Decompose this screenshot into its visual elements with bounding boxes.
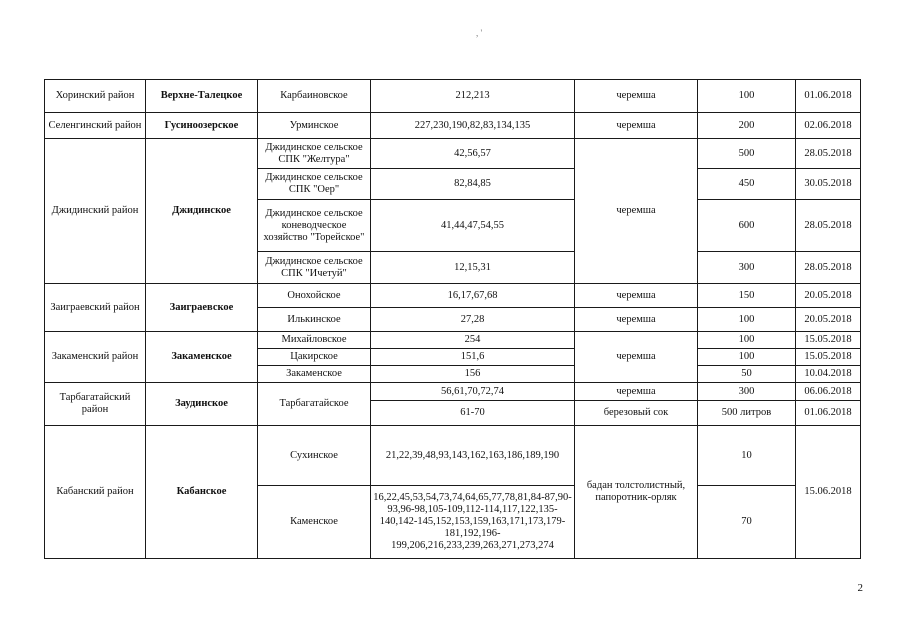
quarters-cell: 151,6	[371, 349, 575, 366]
date-cell: 20.05.2018	[796, 284, 861, 308]
quarters-cell: 254	[371, 332, 575, 349]
scan-mark: , '	[476, 28, 483, 38]
sub-forestry-cell: Онохойское	[258, 284, 371, 308]
volume-cell: 10	[698, 426, 796, 486]
resource-cell: черемша	[575, 308, 698, 332]
district-cell: Заиграевский район	[45, 284, 146, 332]
date-cell: 06.06.2018	[796, 383, 861, 401]
harvest-table	[44, 79, 861, 559]
date-cell: 28.05.2018	[796, 200, 861, 252]
district-cell: Закаменский район	[45, 332, 146, 383]
volume-cell: 100	[698, 308, 796, 332]
sub-forestry-cell: Джидинское сельское коневодческое хозяйство "Торейское"	[258, 200, 371, 252]
sub-forestry-cell: Каменское	[258, 486, 371, 559]
district-cell: Джидинский район	[45, 139, 146, 284]
date-cell: 15.06.2018	[796, 426, 861, 559]
sub-forestry-cell: Карбаиновское	[258, 80, 371, 113]
resource-cell: черемша	[575, 383, 698, 401]
date-cell: 15.05.2018	[796, 349, 861, 366]
volume-cell: 500 литров	[698, 401, 796, 426]
quarters-cell: 82,84,85	[371, 169, 575, 200]
district-cell: Кабанский район	[45, 426, 146, 559]
table-row	[45, 80, 861, 113]
forestry-cell: Закаменское	[146, 332, 258, 383]
volume-cell: 50	[698, 366, 796, 383]
quarters-cell: 21,22,39,48,93,143,162,163,186,189,190	[371, 426, 575, 486]
forestry-cell: Джидинское	[146, 139, 258, 284]
resource-cell: березовый сок	[575, 401, 698, 426]
quarters-cell: 61-70	[371, 401, 575, 426]
date-cell: 15.05.2018	[796, 332, 861, 349]
date-cell: 02.06.2018	[796, 113, 861, 139]
sub-forestry-cell: Джидинское сельское СПК "Оер"	[258, 169, 371, 200]
sub-forestry-cell: Джидинское сельское СПК "Ичетуй"	[258, 252, 371, 284]
forestry-cell: Гусиноозерское	[146, 113, 258, 139]
table-row	[45, 113, 861, 139]
date-cell: 28.05.2018	[796, 252, 861, 284]
volume-cell: 600	[698, 200, 796, 252]
sub-forestry-cell: Михайловское	[258, 332, 371, 349]
resource-cell: черемша	[575, 139, 698, 284]
sub-forestry-cell: Цакирское	[258, 349, 371, 366]
quarters-cell: 12,15,31	[371, 252, 575, 284]
quarters-cell: 42,56,57	[371, 139, 575, 169]
sub-forestry-cell: Урминское	[258, 113, 371, 139]
quarters-cell: 227,230,190,82,83,134,135	[371, 113, 575, 139]
quarters-cell: 56,61,70,72,74	[371, 383, 575, 401]
quarters-cell: 16,17,67,68	[371, 284, 575, 308]
volume-cell: 300	[698, 252, 796, 284]
table-row	[45, 284, 861, 308]
sub-forestry-cell: Джидинское сельское СПК "Желтура"	[258, 139, 371, 169]
volume-cell: 100	[698, 332, 796, 349]
district-cell: Хоринский район	[45, 80, 146, 113]
quarters-cell: 27,28	[371, 308, 575, 332]
table-row	[45, 426, 861, 486]
forestry-cell: Кабанское	[146, 426, 258, 559]
quarters-cell: 41,44,47,54,55	[371, 200, 575, 252]
resource-cell: черемша	[575, 80, 698, 113]
resource-cell: черемша	[575, 284, 698, 308]
resource-cell: черемша	[575, 113, 698, 139]
district-cell: Тарбагатайский район	[45, 383, 146, 426]
forestry-cell: Заиграевское	[146, 284, 258, 332]
table-row	[45, 383, 861, 401]
volume-cell: 200	[698, 113, 796, 139]
sub-forestry-cell: Тарбагатайское	[258, 383, 371, 426]
forestry-cell: Верхне-Талецкое	[146, 80, 258, 113]
resource-cell: черемша	[575, 332, 698, 383]
volume-cell: 300	[698, 383, 796, 401]
volume-cell: 100	[698, 80, 796, 113]
table-row	[45, 332, 861, 349]
volume-cell: 100	[698, 349, 796, 366]
date-cell: 28.05.2018	[796, 139, 861, 169]
district-cell: Селенгинский район	[45, 113, 146, 139]
volume-cell: 500	[698, 139, 796, 169]
date-cell: 10.04.2018	[796, 366, 861, 383]
quarters-cell: 212,213	[371, 80, 575, 113]
sub-forestry-cell: Закаменское	[258, 366, 371, 383]
table-row	[45, 139, 861, 169]
date-cell: 01.06.2018	[796, 401, 861, 426]
page-number: 2	[857, 582, 863, 594]
date-cell: 01.06.2018	[796, 80, 861, 113]
quarters-cell: 156	[371, 366, 575, 383]
sub-forestry-cell: Сухинское	[258, 426, 371, 486]
sub-forestry-cell: Илькинское	[258, 308, 371, 332]
quarters-cell: 16,22,45,53,54,73,74,64,65,77,78,81,84-87,90-93,96-98,105-109,112-114,117,122,135-140,142-145,152,153,159,163,171,173,179-181,192,196-199,206,216,233,239,263,271,273,274	[371, 486, 575, 559]
volume-cell: 450	[698, 169, 796, 200]
date-cell: 30.05.2018	[796, 169, 861, 200]
forestry-cell: Заудинское	[146, 383, 258, 426]
resource-cell: бадан толстолистный, папоротник-орляк	[575, 426, 698, 559]
date-cell: 20.05.2018	[796, 308, 861, 332]
volume-cell: 70	[698, 486, 796, 559]
volume-cell: 150	[698, 284, 796, 308]
